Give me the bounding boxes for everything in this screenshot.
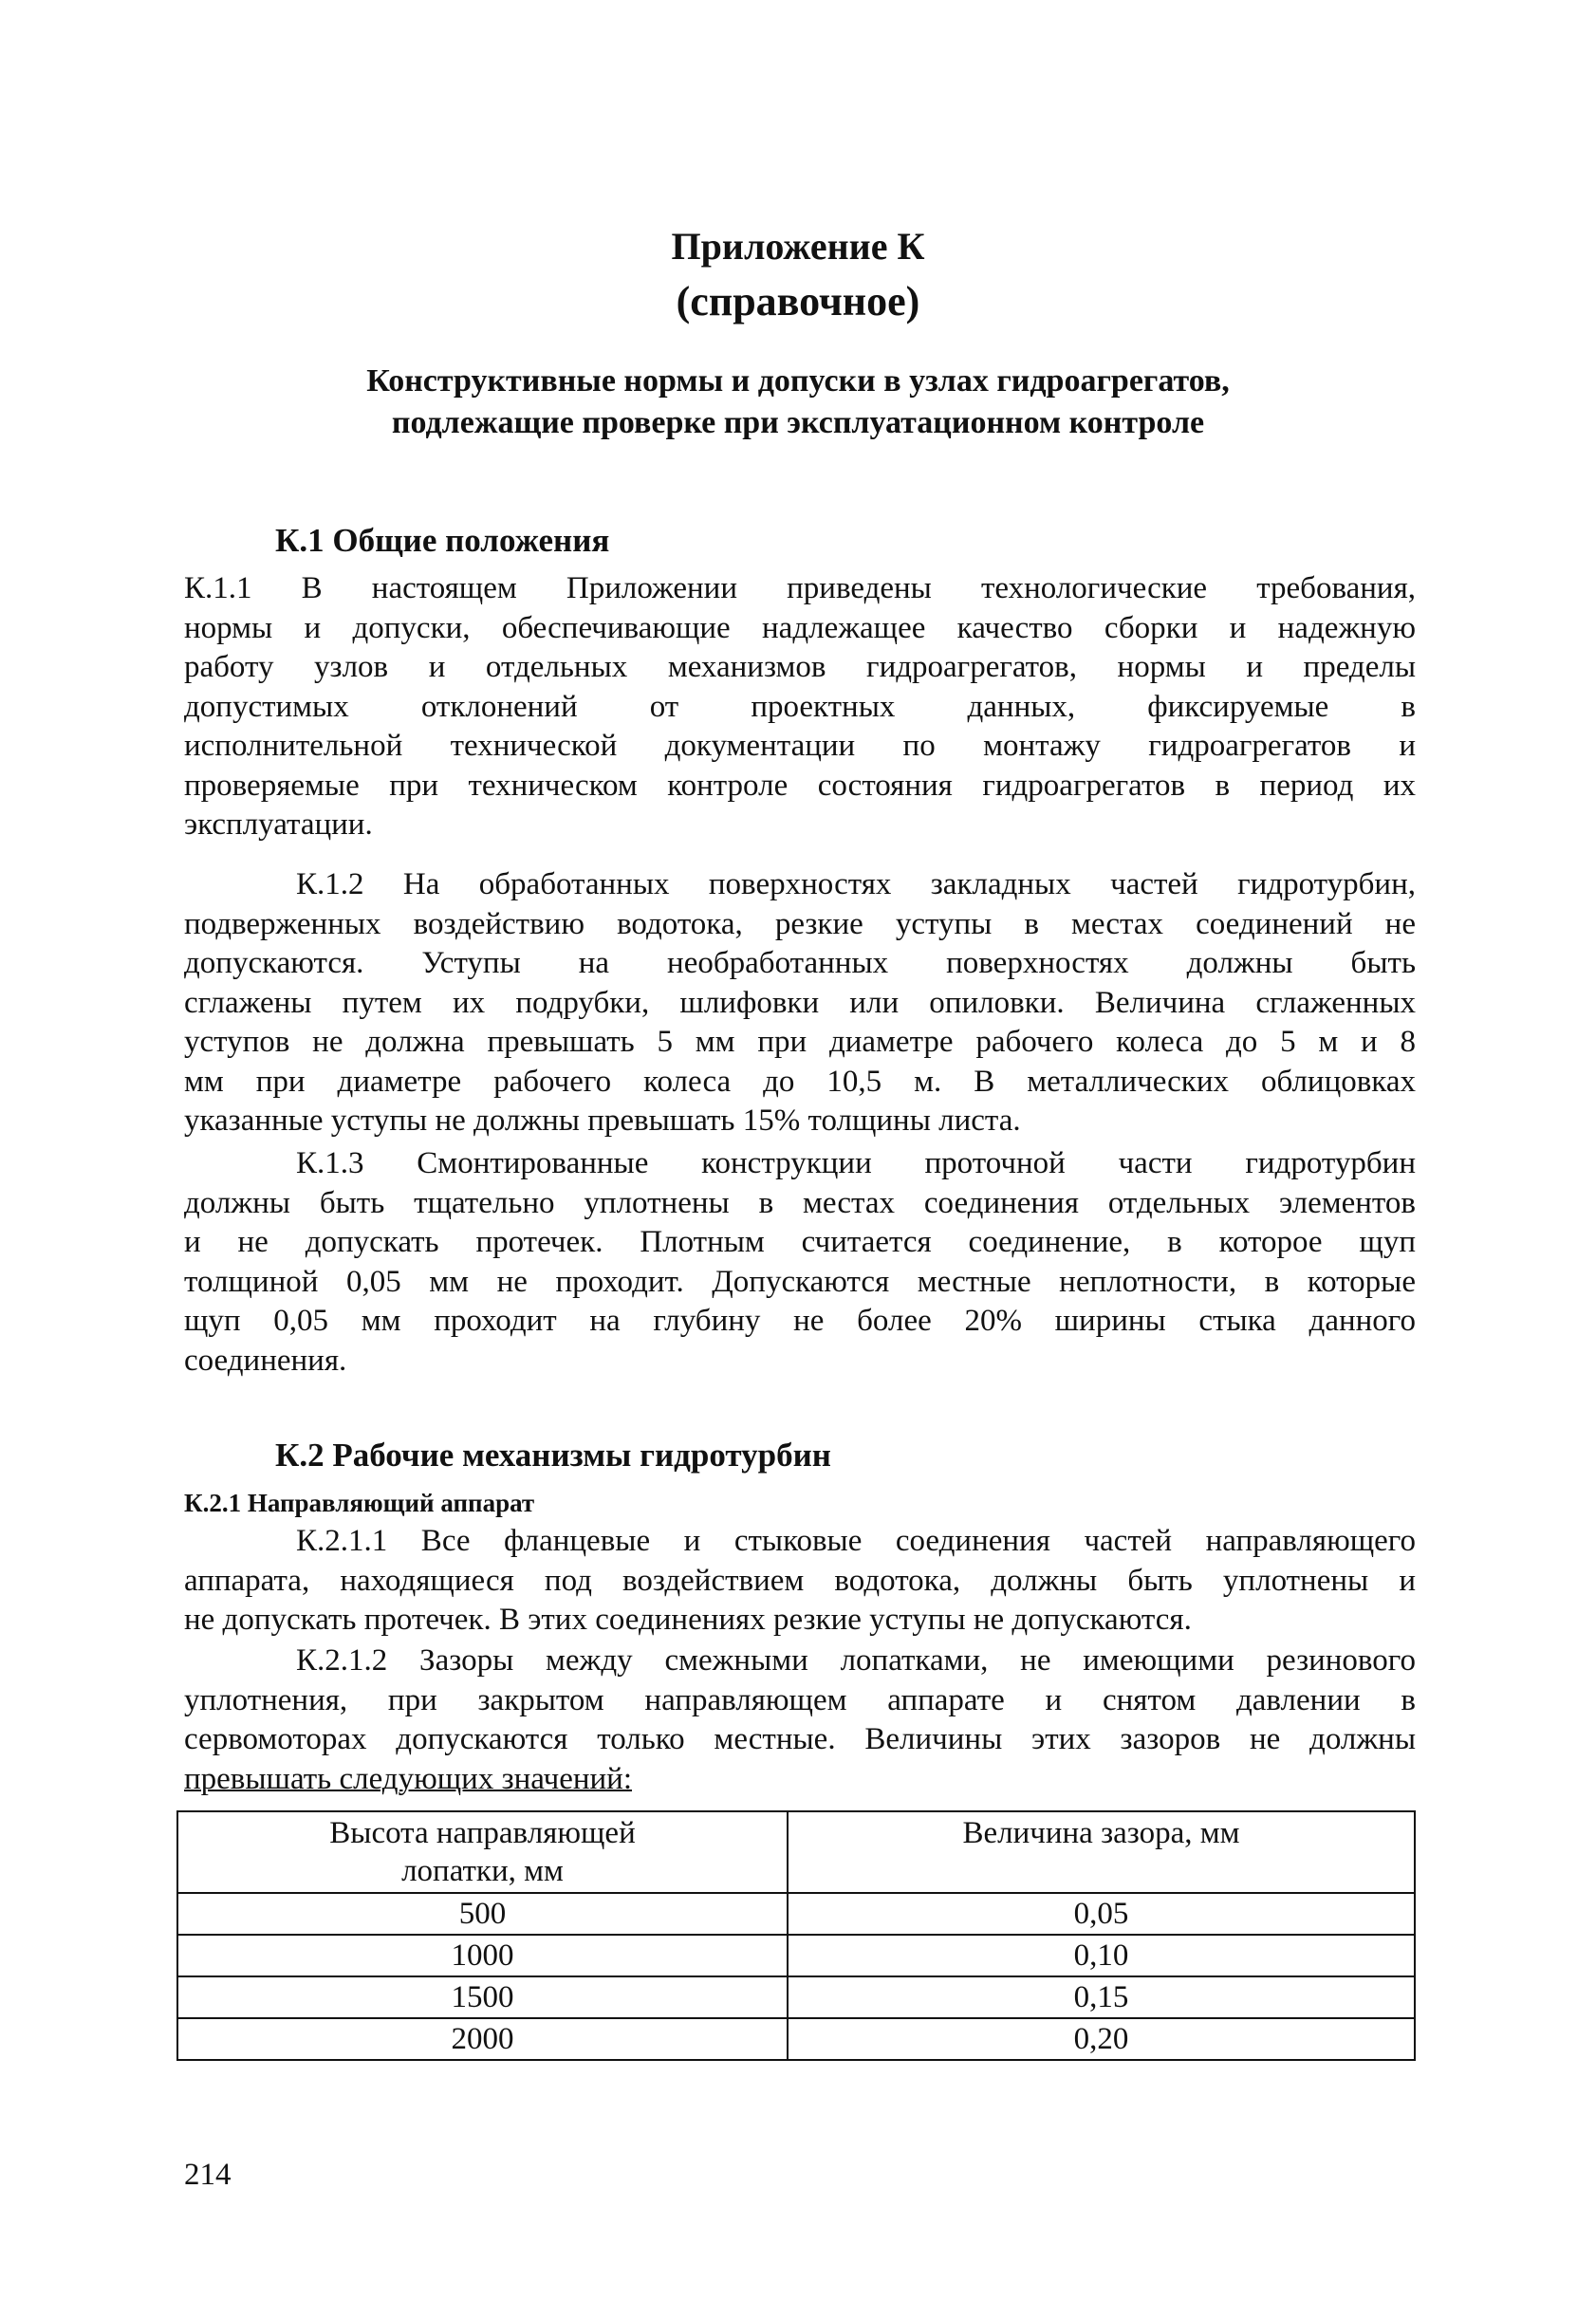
- table-row: [177, 1893, 1415, 1935]
- text-line: нормы и допуски, обеспечивающие надлежащее качество сборки и надежную: [184, 610, 1416, 645]
- cell-gap: 0,05: [788, 1893, 1415, 1935]
- paragraph-k2-1-1: [184, 1522, 1416, 1641]
- paragraph-k1-2: [184, 865, 1416, 1141]
- cell-gap: 0,10: [788, 1935, 1415, 1976]
- text-line: проверяемые при техническом контроле состояния гидроагрегатов в период их: [184, 768, 1416, 803]
- appendix-title: Приложение К: [671, 225, 925, 268]
- paragraph-k1-1: [184, 569, 1416, 845]
- table-header-row: [177, 1811, 1415, 1893]
- appendix-subtitle: [0, 361, 1596, 444]
- header-text: Высота направляющей: [329, 1816, 636, 1850]
- text-line: работу узлов и отдельных механизмов гидроагрегатов, нормы и пределы: [184, 650, 1416, 684]
- appendix-status: (справочное): [676, 278, 920, 325]
- text-line: уступов не должна превышать 5 мм при диаметре рабочего колеса до 5 м и 8: [184, 1025, 1416, 1059]
- text-line: мм при диаметре рабочего колеса до 10,5 м. В металлических облицовках: [184, 1064, 1416, 1099]
- text-line: должны быть тщательно уплотнены в местах соединения отдельных элементов: [184, 1185, 1416, 1220]
- text-line: сглажены путем их подрубки, шлифовки или опиловки. Величина сглаженных: [184, 985, 1416, 1020]
- cell-height: 1000: [177, 1935, 788, 1976]
- section-heading-k1: К.1 Общие положения: [275, 522, 610, 559]
- text-line: не допускать протечек. В этих соединениях резкие уступы не допускаются.: [184, 1603, 1192, 1637]
- text-line: допускаются. Уступы на необработанных поверхностях должны быть: [184, 946, 1416, 980]
- cell-gap: 0,15: [788, 1976, 1415, 2018]
- cell-height: 2000: [177, 2018, 788, 2060]
- text-line: толщиной 0,05 мм не проходит. Допускаются местные неплотности, в которые: [184, 1264, 1416, 1299]
- text-line: уплотнения, при закрытом направляющем аппарате и снятом давлении в: [184, 1682, 1416, 1717]
- text-line: превышать следующих значений:: [184, 1761, 632, 1796]
- text-line: соединения.: [184, 1343, 347, 1378]
- subtitle-line: Конструктивные нормы и допуски в узлах гидроагрегатов,: [366, 363, 1230, 399]
- text-line: подверженных воздействию водотока, резкие уступы в местах соединений не: [184, 906, 1416, 941]
- gap-table: [176, 1810, 1416, 2061]
- table-row: [177, 2018, 1415, 2060]
- text-line: щуп 0,05 мм проходит на глубину не более 20% ширины стыка данного: [184, 1304, 1416, 1338]
- table-header-gap: Величина зазора, мм: [788, 1811, 1415, 1893]
- cell-height: 500: [177, 1893, 788, 1935]
- text-line: К.2.1.2 Зазоры между смежными лопатками, не имеющими резинового: [296, 1643, 1416, 1678]
- table-row: [177, 1976, 1415, 2018]
- text-line: эксплуатации.: [184, 807, 373, 842]
- text-line: сервомоторах допускаются только местные. Величины этих зазоров не должны: [184, 1722, 1416, 1756]
- subtitle-line: подлежащие проверке при эксплуатационном контроле: [391, 405, 1205, 440]
- cell-gap: 0,20: [788, 2018, 1415, 2060]
- text-line: К.2.1.1 Все фланцевые и стыковые соединения частей направляющего: [296, 1524, 1416, 1558]
- text-line: К.1.2 На обработанных поверхностях закладных частей гидротурбин,: [296, 867, 1416, 901]
- text-line: и не допускать протечек. Плотным считается соединение, в которое щуп: [184, 1225, 1416, 1259]
- paragraph-k2-1-2: [184, 1642, 1416, 1799]
- page-number: 214: [184, 2158, 232, 2192]
- header-text: лопатки, мм: [401, 1854, 564, 1888]
- table-header-height: [177, 1811, 788, 1893]
- text-line: допустимых отклонений от проектных данных, фиксируемые в: [184, 689, 1416, 724]
- table-row: [177, 1935, 1415, 1976]
- text-line: аппарата, находящиеся под воздействием водотока, должны быть уплотнены и: [184, 1563, 1416, 1598]
- text-line: указанные уступы не должны превышать 15% толщины листа.: [184, 1104, 1021, 1138]
- paragraph-k1-3: [184, 1144, 1416, 1381]
- cell-height: 1500: [177, 1976, 788, 2018]
- section-heading-k2: К.2 Рабочие механизмы гидротурбин: [275, 1437, 831, 1474]
- text-line: исполнительной технической документации по монтажу гидроагрегатов и: [184, 729, 1416, 763]
- subsection-heading-k2-1: К.2.1 Направляющий аппарат: [184, 1489, 535, 1517]
- text-line: К.1.1 В настоящем Приложении приведены технологические требования,: [184, 571, 1416, 605]
- text-line: К.1.3 Смонтированные конструкции проточной части гидротурбин: [296, 1146, 1416, 1180]
